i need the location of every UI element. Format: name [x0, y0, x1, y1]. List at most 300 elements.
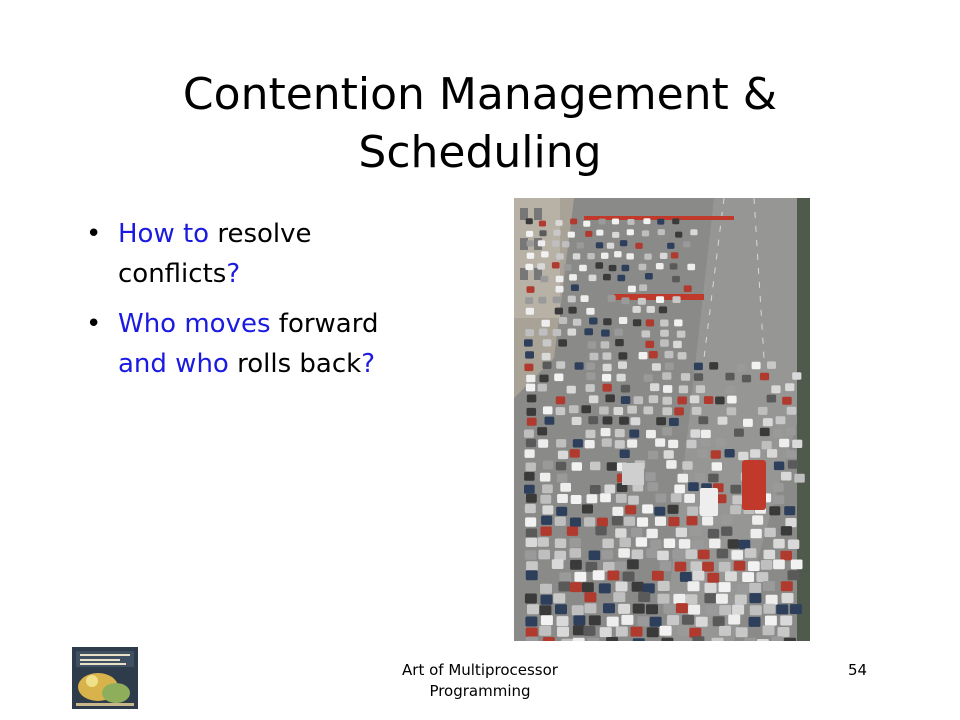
car — [543, 461, 553, 470]
car — [589, 395, 599, 403]
car — [758, 407, 768, 415]
car — [555, 517, 566, 526]
car — [609, 265, 617, 271]
car — [661, 638, 673, 641]
bullet-dot: • — [86, 219, 102, 249]
car — [586, 363, 595, 371]
car — [612, 219, 619, 225]
car — [545, 417, 555, 425]
car — [658, 229, 665, 235]
car — [648, 451, 658, 460]
car — [652, 571, 664, 581]
car — [739, 540, 750, 550]
car — [780, 616, 792, 626]
car — [713, 616, 725, 626]
car — [664, 450, 674, 459]
car — [589, 551, 601, 561]
car — [688, 482, 699, 491]
car — [600, 493, 611, 502]
car — [646, 604, 658, 614]
car — [681, 373, 690, 381]
car — [787, 407, 797, 415]
car — [765, 616, 777, 626]
car — [570, 560, 582, 570]
car — [602, 374, 611, 382]
car — [538, 537, 549, 547]
car — [557, 474, 568, 483]
car — [569, 405, 579, 413]
car — [612, 232, 619, 238]
car — [656, 263, 664, 269]
car — [614, 251, 622, 257]
car — [613, 592, 625, 602]
car — [589, 275, 597, 282]
car — [601, 253, 609, 259]
car — [627, 229, 634, 235]
car — [659, 306, 667, 313]
car — [526, 538, 537, 548]
car — [621, 396, 631, 404]
car — [773, 539, 784, 549]
car — [737, 584, 749, 594]
bullet-text: rolls back — [228, 349, 362, 379]
car — [524, 339, 533, 346]
car — [721, 515, 732, 524]
bullet-text-blue: ? — [226, 259, 241, 289]
car — [728, 539, 739, 549]
car — [771, 636, 783, 641]
car — [583, 626, 595, 636]
car — [601, 550, 613, 560]
car — [773, 429, 783, 437]
car — [584, 592, 596, 602]
car — [763, 604, 775, 614]
car — [623, 572, 635, 582]
car — [784, 638, 796, 641]
car — [602, 438, 612, 446]
car — [626, 253, 634, 259]
car — [615, 339, 624, 346]
car — [618, 604, 630, 614]
car — [667, 615, 679, 625]
car — [590, 485, 601, 494]
car — [573, 625, 585, 635]
car — [644, 254, 652, 260]
car — [642, 330, 651, 337]
car — [570, 548, 582, 558]
car — [577, 242, 584, 248]
car — [776, 604, 788, 614]
footer-text: Art of Multiprocessor Programming — [402, 661, 558, 700]
car — [526, 529, 537, 538]
car — [627, 406, 637, 414]
car — [543, 637, 555, 641]
car — [690, 395, 700, 403]
car — [643, 583, 655, 593]
car — [527, 418, 537, 426]
car — [742, 572, 754, 582]
car — [581, 295, 589, 302]
car — [750, 449, 760, 458]
car — [698, 416, 708, 424]
car — [727, 407, 737, 415]
car — [711, 450, 721, 459]
car — [708, 529, 719, 538]
car — [791, 560, 803, 570]
car — [540, 584, 552, 594]
car — [647, 529, 658, 538]
car — [620, 240, 627, 246]
car — [639, 264, 647, 270]
car — [742, 375, 751, 383]
bullet-text-blue: and who — [118, 349, 229, 379]
car — [655, 494, 666, 503]
car — [771, 385, 780, 393]
car — [788, 570, 800, 580]
car — [541, 516, 552, 525]
car — [555, 308, 563, 315]
car — [663, 397, 673, 405]
car — [556, 462, 566, 471]
car — [637, 616, 649, 626]
car — [781, 526, 792, 535]
car — [708, 474, 719, 483]
car — [679, 385, 688, 393]
car — [719, 626, 731, 636]
car — [614, 407, 624, 415]
car — [682, 615, 694, 625]
car — [543, 406, 553, 414]
car — [752, 362, 761, 370]
car — [621, 297, 629, 304]
car — [590, 353, 599, 360]
bullet-text-blue: How to — [118, 219, 210, 249]
car — [560, 483, 571, 492]
car — [539, 605, 551, 615]
car — [633, 319, 641, 326]
car — [557, 616, 569, 626]
car — [672, 218, 679, 224]
car — [539, 329, 548, 336]
car — [639, 352, 648, 359]
car — [676, 528, 687, 537]
car — [525, 449, 535, 458]
car — [656, 417, 666, 425]
car — [616, 582, 628, 592]
car — [556, 361, 565, 369]
car — [732, 495, 743, 504]
car — [619, 417, 629, 425]
car — [573, 439, 583, 447]
car — [691, 561, 703, 571]
car — [618, 352, 627, 359]
car — [642, 230, 649, 236]
car — [527, 408, 537, 416]
car — [585, 440, 595, 448]
car — [725, 449, 735, 458]
car — [704, 593, 716, 603]
car — [684, 285, 692, 292]
car — [562, 241, 569, 247]
car — [654, 507, 665, 516]
car — [773, 495, 784, 504]
car — [620, 450, 630, 459]
car — [794, 474, 805, 483]
car — [525, 504, 536, 513]
car — [617, 374, 626, 382]
car — [665, 351, 674, 358]
car — [539, 230, 546, 236]
car — [527, 253, 535, 259]
car — [737, 364, 746, 372]
car — [556, 439, 566, 447]
car — [552, 262, 560, 268]
car — [543, 362, 552, 370]
car — [665, 363, 674, 371]
car — [650, 617, 662, 627]
car — [750, 605, 762, 615]
car — [715, 439, 725, 447]
car — [666, 460, 676, 469]
car — [751, 529, 762, 538]
bullet-item — [86, 214, 416, 294]
car — [776, 416, 786, 424]
car — [587, 638, 599, 641]
car — [599, 407, 609, 415]
car — [607, 571, 619, 581]
car — [568, 232, 575, 238]
bullet-text-blue: ? — [361, 349, 375, 379]
car — [658, 581, 670, 591]
car — [735, 595, 747, 605]
car — [657, 551, 669, 561]
traffic-jam-photo — [514, 198, 810, 641]
car — [638, 298, 646, 305]
car — [586, 372, 595, 380]
car — [752, 515, 763, 524]
car — [612, 507, 623, 516]
car — [542, 320, 550, 327]
car — [781, 581, 793, 591]
car — [540, 495, 551, 504]
car — [525, 594, 537, 604]
car — [607, 243, 614, 249]
car — [686, 516, 697, 525]
car — [570, 518, 581, 527]
car — [663, 385, 672, 393]
book-cover-icon — [72, 647, 138, 709]
car — [743, 419, 753, 427]
car — [668, 505, 679, 514]
car — [582, 582, 594, 592]
car — [525, 617, 537, 627]
car — [586, 384, 595, 392]
car — [662, 407, 672, 415]
car — [618, 361, 627, 369]
car — [749, 583, 761, 593]
car — [727, 396, 737, 404]
car — [756, 572, 768, 582]
car — [728, 615, 740, 625]
car — [571, 284, 579, 291]
car — [570, 219, 577, 225]
car — [541, 251, 549, 257]
car — [671, 252, 679, 258]
car — [596, 230, 603, 236]
car — [526, 231, 533, 237]
car — [568, 329, 577, 336]
car — [557, 494, 568, 503]
car — [527, 395, 537, 403]
car — [556, 220, 563, 226]
car — [554, 551, 566, 561]
car — [525, 517, 536, 526]
car — [621, 385, 630, 393]
car — [633, 638, 645, 641]
car — [632, 582, 644, 592]
car — [606, 637, 618, 641]
car — [524, 364, 533, 372]
car — [731, 550, 743, 560]
car — [773, 483, 784, 492]
car — [662, 427, 672, 435]
car — [627, 439, 637, 447]
car — [704, 396, 714, 404]
car — [573, 319, 581, 326]
car — [542, 484, 553, 493]
car — [542, 353, 551, 360]
bullet-text: forward — [270, 309, 379, 339]
car — [643, 218, 650, 224]
car — [718, 417, 728, 425]
bullet-list — [86, 214, 416, 394]
car — [574, 572, 586, 582]
car — [745, 548, 757, 558]
car — [732, 605, 744, 615]
car — [664, 539, 675, 549]
car — [603, 274, 611, 281]
car — [767, 361, 776, 369]
car — [655, 517, 666, 526]
car — [721, 527, 732, 536]
car — [671, 493, 682, 502]
car — [587, 253, 595, 259]
car — [765, 528, 776, 537]
car — [586, 308, 594, 315]
car — [674, 485, 685, 494]
car — [564, 264, 572, 270]
car — [660, 330, 669, 337]
car — [780, 551, 792, 561]
car — [645, 341, 654, 348]
car — [618, 548, 630, 558]
car — [646, 430, 656, 438]
car — [668, 440, 678, 448]
car — [701, 430, 711, 438]
car — [526, 308, 534, 315]
car — [734, 429, 744, 437]
car — [559, 317, 567, 324]
car — [558, 451, 568, 460]
car — [601, 341, 610, 348]
car — [525, 264, 533, 270]
car — [526, 384, 535, 392]
car — [687, 264, 695, 270]
car — [686, 440, 696, 448]
car — [590, 462, 600, 471]
car — [539, 626, 551, 636]
car — [553, 593, 565, 603]
car — [538, 439, 548, 447]
car — [774, 462, 784, 471]
car — [539, 221, 546, 227]
car — [553, 329, 562, 336]
car — [700, 438, 710, 446]
car — [524, 485, 535, 494]
car — [558, 339, 567, 346]
car — [695, 473, 706, 482]
car — [663, 604, 675, 614]
car — [553, 230, 560, 236]
car — [632, 550, 644, 560]
title-line-2: Scheduling — [358, 127, 602, 178]
car — [792, 372, 801, 380]
car — [635, 243, 642, 249]
car — [673, 594, 685, 604]
car — [633, 306, 641, 313]
car — [684, 494, 695, 503]
car — [693, 571, 705, 581]
title-line-1: Contention Management & — [182, 69, 778, 120]
car — [749, 593, 761, 603]
car — [782, 397, 792, 405]
car — [631, 627, 643, 637]
car — [696, 385, 705, 393]
car — [709, 539, 720, 549]
car — [616, 494, 627, 503]
car — [537, 427, 547, 435]
car — [538, 297, 546, 304]
car — [540, 473, 551, 482]
car — [601, 428, 611, 436]
car — [526, 218, 533, 224]
car — [570, 449, 580, 458]
car — [660, 561, 672, 571]
car — [650, 383, 659, 391]
car — [525, 550, 537, 560]
car — [603, 364, 612, 372]
car — [712, 462, 722, 471]
car — [792, 440, 802, 448]
car — [559, 572, 571, 582]
car — [696, 617, 708, 627]
car — [553, 297, 561, 304]
car — [526, 628, 538, 638]
car — [683, 241, 690, 247]
car — [767, 395, 777, 403]
car — [692, 407, 702, 415]
car — [595, 526, 606, 535]
car — [760, 428, 770, 436]
car — [785, 518, 796, 527]
car — [597, 518, 608, 527]
car — [570, 582, 582, 592]
car — [679, 539, 690, 549]
car — [526, 570, 538, 580]
car — [647, 306, 655, 313]
car — [615, 429, 625, 437]
car — [649, 395, 659, 403]
